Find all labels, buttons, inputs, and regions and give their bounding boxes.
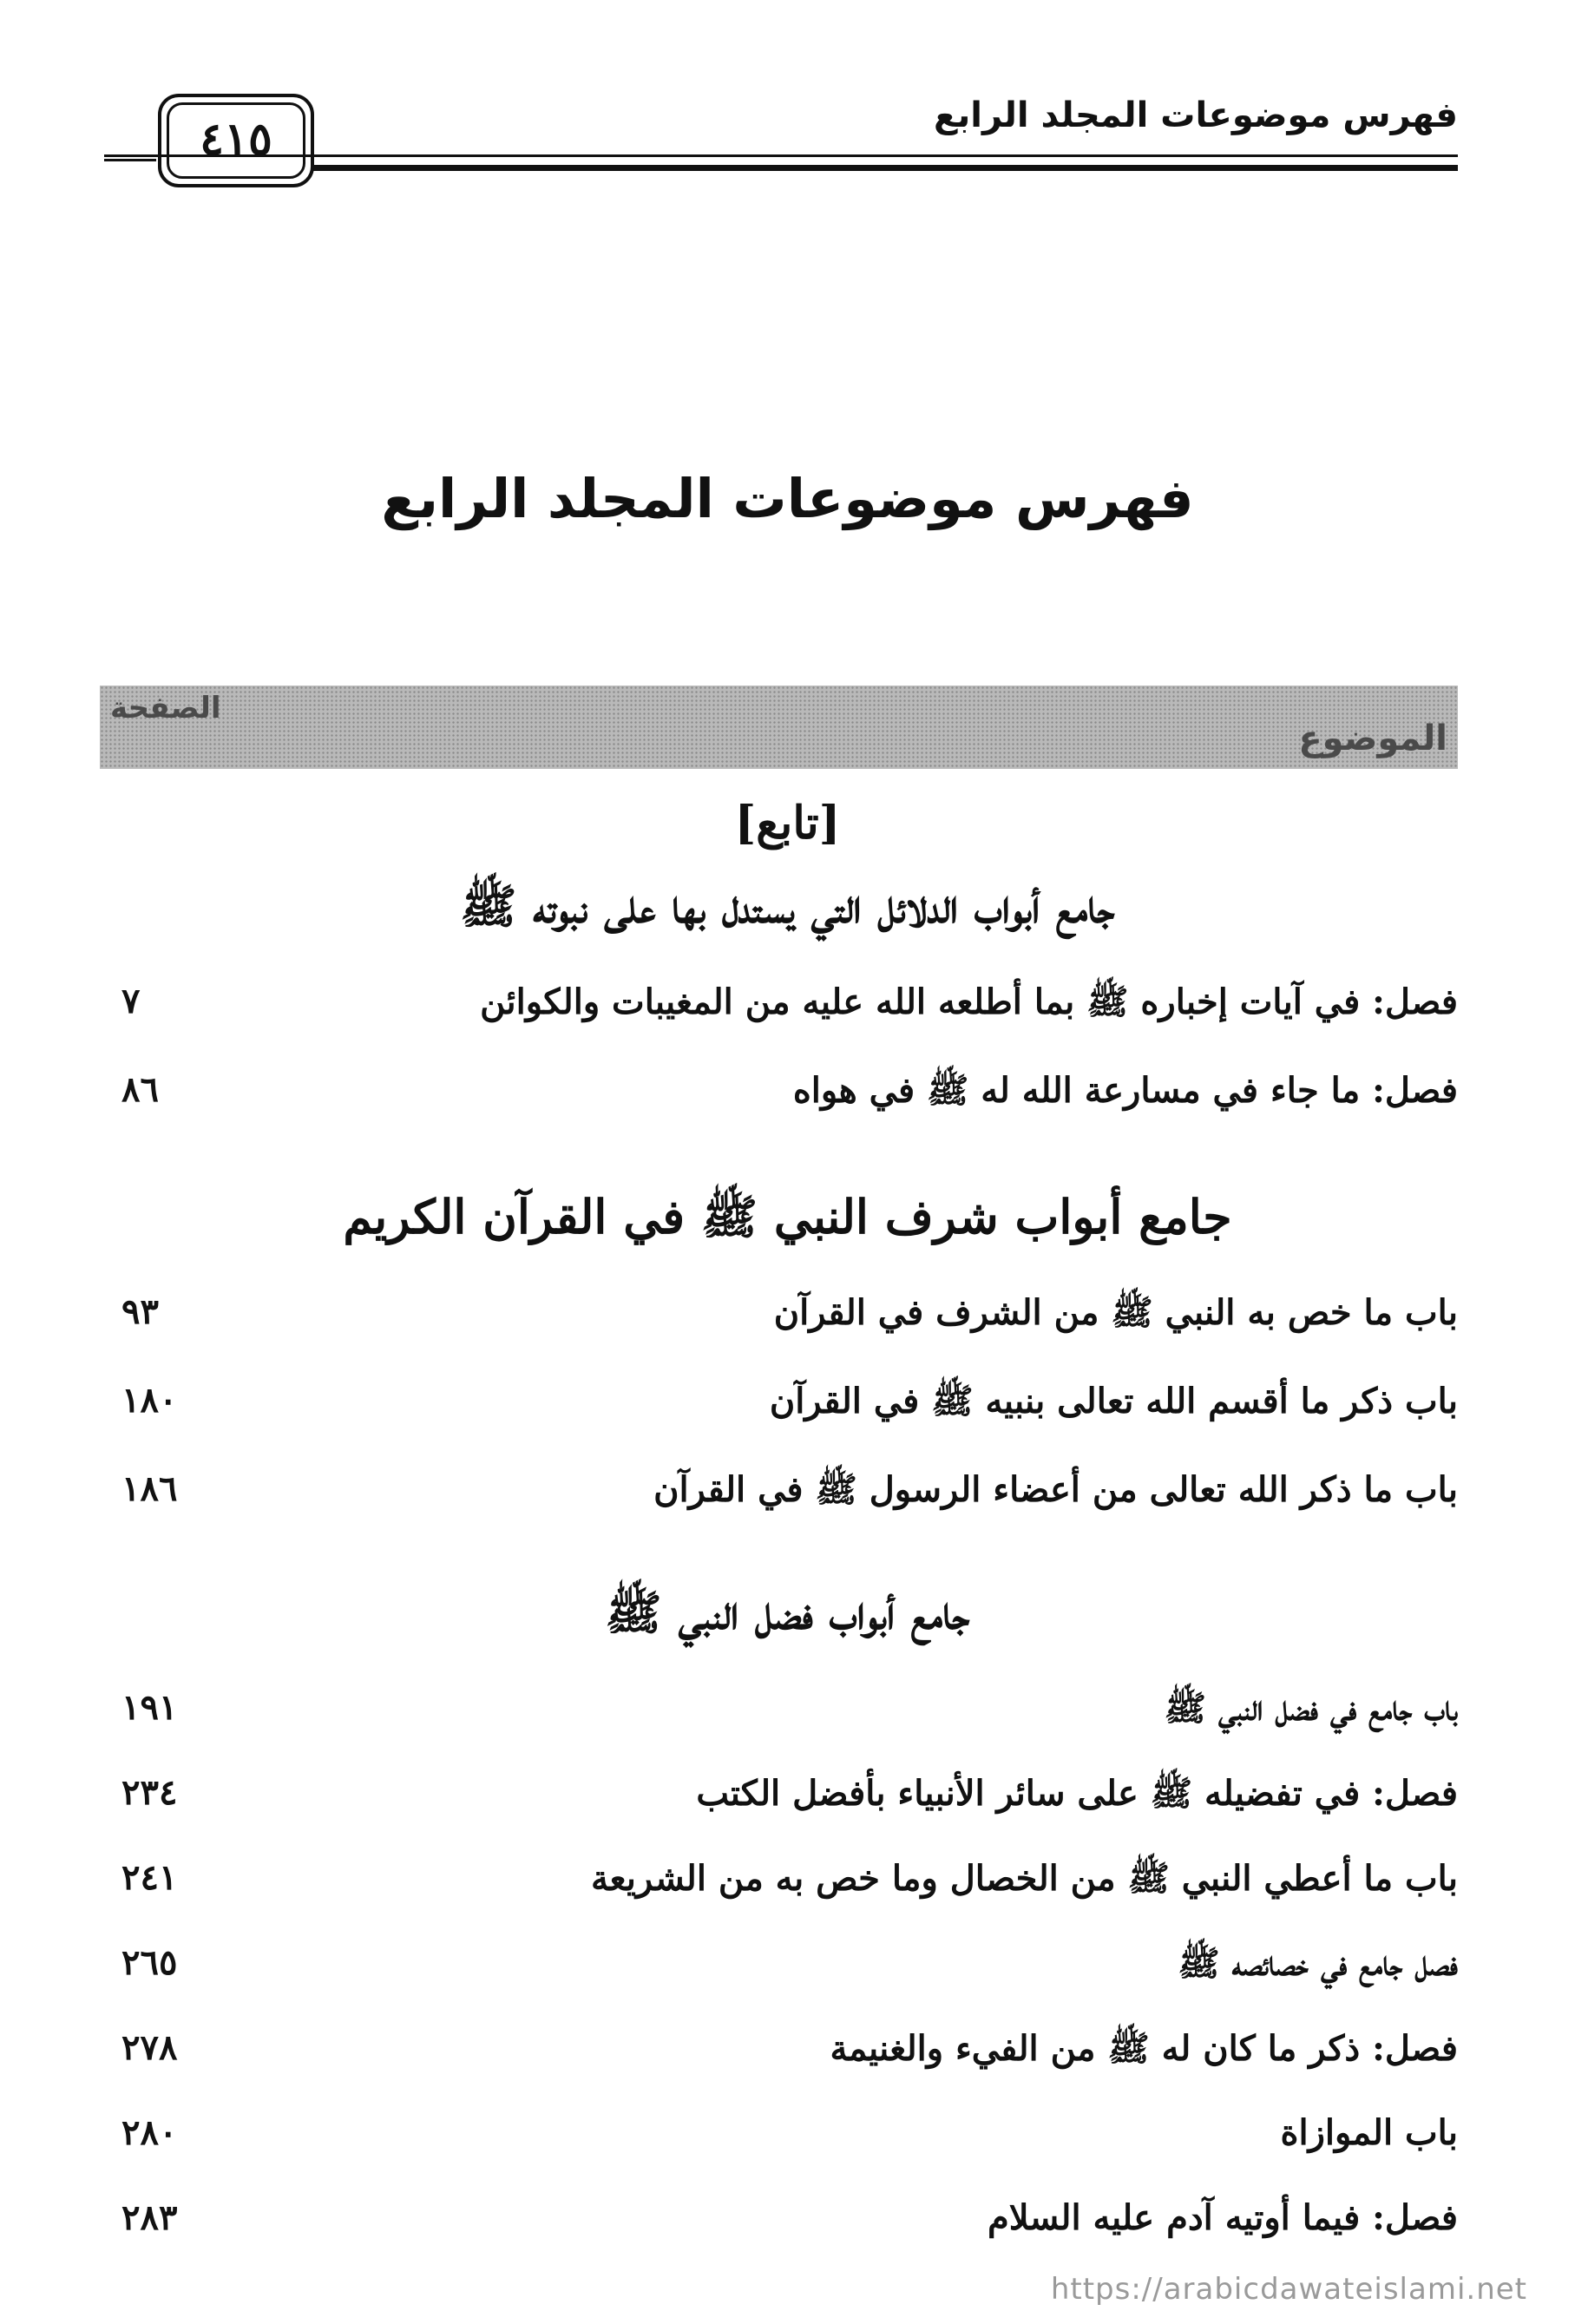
- section-heading: جامع أبواب الدلائل التي يستدل بها على نبوته ﷺ: [460, 878, 1115, 934]
- toc-entry[interactable]: [121, 1069, 1458, 1125]
- page-title: فهرس موضوعات المجلد الرابع: [381, 467, 1194, 530]
- running-header-title: فهرس موضوعات المجلد الرابع: [933, 95, 1458, 135]
- toc-entry-title: باب ما خص به النبي ﷺ من الشرف في القرآن: [773, 1292, 1458, 1333]
- toc-entry-page: ٨٦: [121, 1069, 159, 1110]
- toc-entry-page: ١٨٠: [121, 1380, 178, 1421]
- toc-entry[interactable]: [121, 1857, 1458, 1913]
- toc-entry-title: فصل: في آيات إخباره ﷺ بما أطلعه الله عليه من المغيبات والكوائن: [480, 981, 1458, 1022]
- toc-entry-page: ١٩١: [121, 1687, 178, 1728]
- column-header-band: [100, 686, 1458, 769]
- continued-marker: [تابع]: [734, 797, 841, 850]
- toc-entry-title: فصل: في تفضيله ﷺ على سائر الأنبياء بأفضل الكتب: [696, 1773, 1458, 1814]
- toc-entry-title: باب جامع في فضل النبي ﷺ: [1164, 1688, 1458, 1729]
- toc-entry-page: ٢٤١: [121, 1857, 178, 1898]
- toc-entry-page: ٢٣٤: [121, 1772, 178, 1813]
- toc-entry-title: فصل جامع في خصائصه ﷺ: [1178, 1943, 1458, 1984]
- toc-entry[interactable]: [121, 2197, 1458, 2253]
- column-header-page: الصفحة: [110, 691, 221, 725]
- header-rule-thick: [312, 165, 1458, 171]
- toc-entry[interactable]: [121, 1772, 1458, 1828]
- toc-entry[interactable]: [121, 2112, 1458, 2168]
- toc-entry[interactable]: [121, 1942, 1458, 1998]
- toc-entry[interactable]: [121, 2027, 1458, 2083]
- toc-entry[interactable]: [121, 1468, 1458, 1524]
- header-rule-left: [104, 159, 156, 161]
- section-heading: جامع أبواب فضل النبي ﷺ: [605, 1585, 970, 1640]
- toc-entry-title: فصل: ما جاء في مسارعة الله له ﷺ في هواه: [792, 1070, 1458, 1111]
- toc-entry-title: فصل: ذكر ما كان له ﷺ من الفيء والغنيمة: [830, 2028, 1458, 2069]
- toc-entry-page: ٧: [121, 981, 141, 1021]
- toc-entry-title: باب الموازاة: [1280, 2112, 1458, 2153]
- section-heading: جامع أبواب شرف النبي ﷺ في القرآن الكريم: [343, 1189, 1232, 1244]
- toc-entry-page: ٩٣: [121, 1291, 159, 1332]
- toc-entry-title: فصل: فيما أوتيه آدم عليه السلام: [987, 2197, 1458, 2238]
- toc-entry-title: باب ذكر ما أقسم الله تعالى بنبيه ﷺ في القرآن: [769, 1381, 1458, 1421]
- page-number: ٤١٥: [200, 113, 272, 166]
- toc-entry[interactable]: [121, 1687, 1458, 1743]
- watermark-url: https://arabicdawateislami.net: [1050, 2272, 1527, 2307]
- toc-entry[interactable]: [121, 1291, 1458, 1347]
- toc-entry-page: ٢٦٥: [121, 1942, 178, 1983]
- toc-entry[interactable]: [121, 981, 1458, 1036]
- column-header-topic: الموضوع: [1298, 719, 1447, 758]
- toc-entry-page: ٢٧٨: [121, 2027, 178, 2068]
- toc-entry[interactable]: [121, 1380, 1458, 1435]
- toc-entry-page: ٢٨٣: [121, 2197, 178, 2238]
- toc-entry-page: ٢٨٠: [121, 2112, 178, 2153]
- toc-entry-title: باب ما أعطي النبي ﷺ من الخصال وما خص به من الشريعة: [591, 1858, 1458, 1899]
- page-number-frame: [158, 94, 314, 187]
- toc-entry-title: باب ما ذكر الله تعالى من أعضاء الرسول ﷺ في القرآن: [653, 1469, 1458, 1510]
- toc-entry-page: ١٨٦: [121, 1468, 178, 1509]
